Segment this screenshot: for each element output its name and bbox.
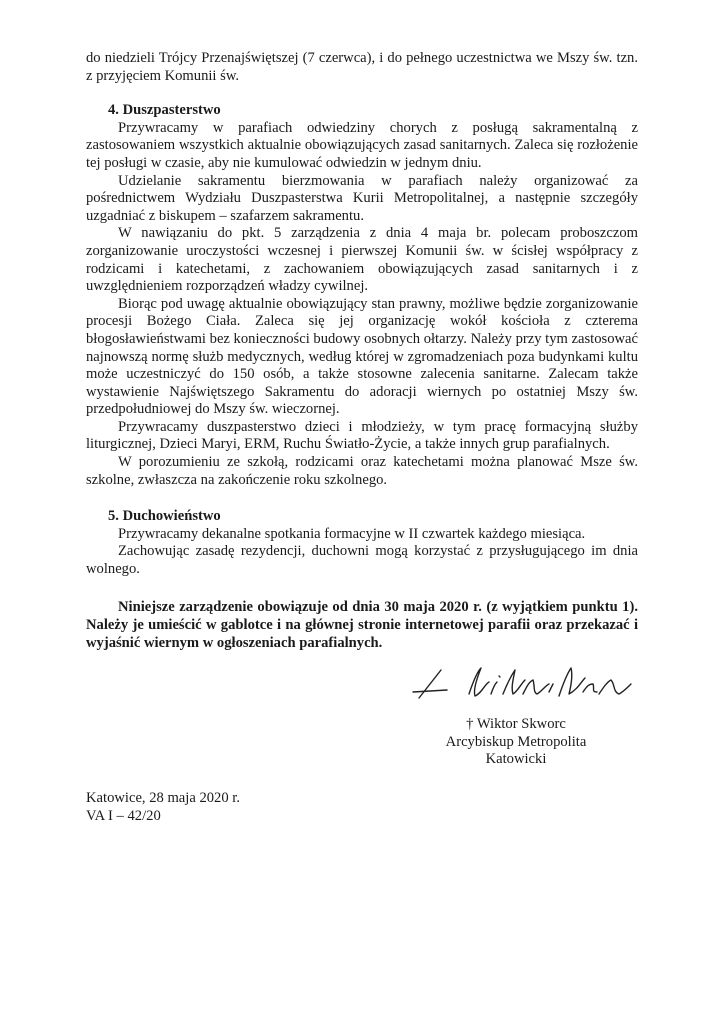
signatory-office: Katowicki: [485, 751, 547, 768]
section-5-paragraph-2: Zachowując zasadę rezydencji, duchowni mogą korzystać z przysługującego im dnia wolnego.: [86, 543, 638, 578]
place-and-date: Katowice, 28 maja 2020 r.: [86, 790, 241, 806]
section-4-paragraph-1: Przywracamy w parafiach odwiedziny chorych z posługą sakramentalną z zastosowaniem wszystkich aktualnie obowiązujących zasad sanitarnych. Zaleca się rozłożenie tej posługi w czasie, aby nie kumulować odwiedzin w jednym dniu.: [86, 119, 638, 171]
section-5-heading: 5. Duchowieństwo: [108, 508, 221, 525]
signature-area: [86, 664, 638, 768]
document-body: [86, 50, 638, 653]
section-4-paragraph-2: Udzielanie sakramentu bierzmowania w parafiach należy organizować za pośrednictwem Wydziału Duszpasterstwa Kurii Metropolitalnej, a następnie szczegóły uzgadniać z biskupem – szafarzem sakramentu.: [86, 172, 638, 224]
section-4-paragraph-4: Biorąc pod uwagę aktualnie obowiązujący stan prawny, możliwe będzie zorganizowanie procesji Bożego Ciała. Zaleca się jej organizację wokół kościoła z czterema błogosławieństwami bez konieczności budowy osobnych ołtarzy. Należy przy tym zastosować najnowszą normę służb medycznych, według której w zgromadzeniach poza budynkami kultu może uczestniczyć do 150 osób, a także stosowne zalecenia sanitarne. Zalecam także wystawienie Najświętszego Sakramentu do adoracji wiernych po ostatniej Mszy św. przedpołudniowej do Mszy św. wieczornej.: [86, 295, 638, 418]
section-4-paragraph-3: W nawiązaniu do pkt. 5 zarządzenia z dnia 4 maja br. polecam proboszczom zorganizowanie uroczystości wczesnej i pierwszej Komunii św. w ścisłej współpracy z rodzicami i katechetami, z zachowaniem obowiązujących zasad sanitarnych i z uwzględnieniem rozporządzeń władzy cywilnej.: [86, 225, 638, 295]
signature-block: [416, 716, 616, 769]
signatory-name: † Wiktor Skworc: [466, 716, 566, 732]
spacer: [86, 489, 638, 508]
spacer: [86, 85, 638, 102]
section-5-paragraph-1: Przywracamy dekanalne spotkania formacyjne w II czwartek każdego miesiąca.: [118, 525, 586, 542]
intro-paragraph: do niedzieli Trójcy Przenajświętszej (7 czerwca), i do pełnego uczestnictwa we Mszy św. tzn. z przyjęciem Komunii św.: [86, 50, 638, 84]
handwritten-signature-image: [411, 664, 636, 706]
section-4-heading: 4. Duszpasterstwo: [108, 102, 221, 119]
document-reference: VA I – 42/20: [86, 807, 161, 824]
section-4-paragraph-5: Przywracamy duszpasterstwo dzieci i młodzieży, w tym pracę formacyjną służby liturgicznej, Dzieci Maryi, ERM, Ruchu Światło-Życie, a także innych grup parafialnych.: [86, 418, 638, 453]
signatory-title: Arcybiskup Metropolita: [445, 733, 587, 750]
spacer: [86, 579, 638, 598]
place-date-block: [86, 790, 240, 825]
decree-paragraph: Niniejsze zarządzenie obowiązuje od dnia 30 maja 2020 r. (z wyjątkiem punktu 1). Należy je umieścić w gablotce i na głównej stronie internetowej parafii oraz przekazać i wyjaśnić wiernym w ogłoszeniach parafialnych.: [86, 598, 638, 652]
section-4-paragraph-6: W porozumieniu ze szkołą, rodzicami oraz katechetami można planować Msze św. szkolne, zwłaszcza na zakończenie roku szkolnego.: [86, 454, 638, 488]
